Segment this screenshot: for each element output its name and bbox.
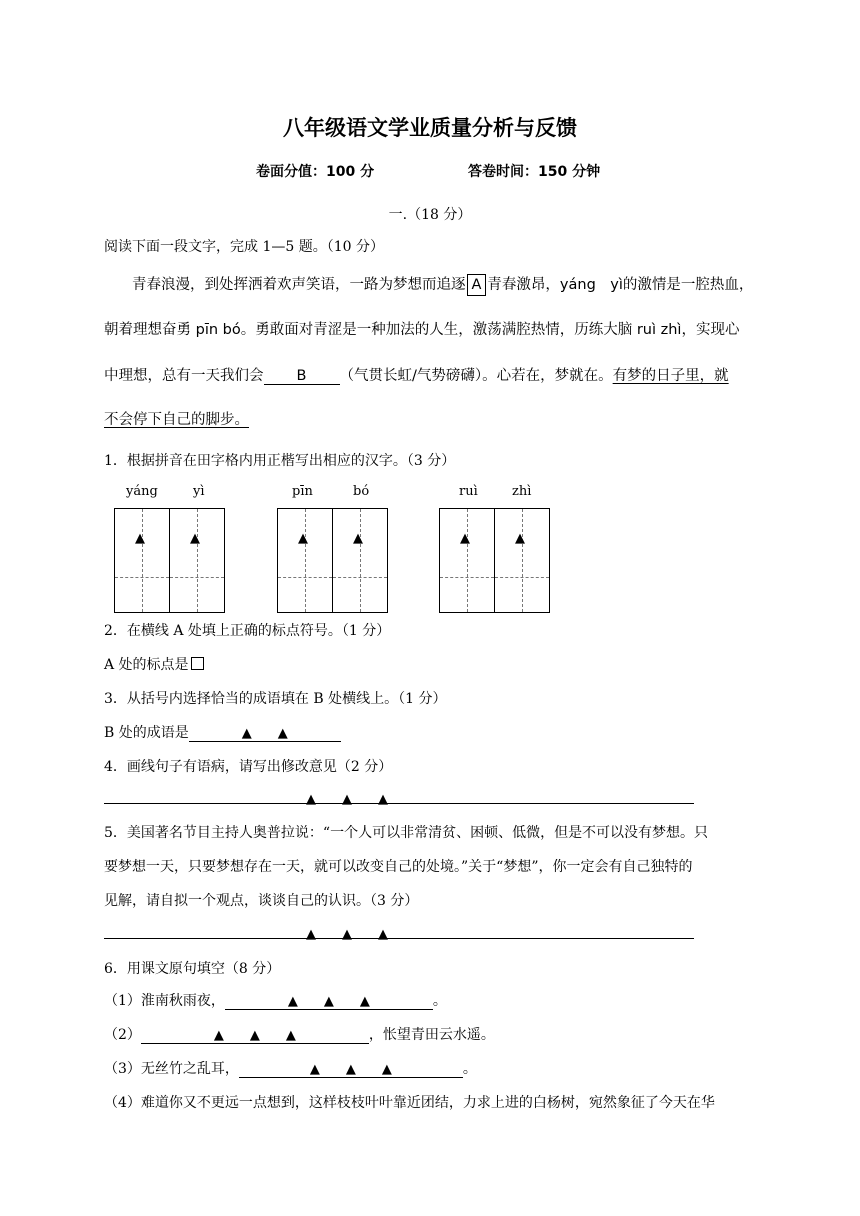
answer-box[interactable] <box>191 657 204 670</box>
answer-line[interactable]: ▲ ▲ ▲ <box>141 1024 369 1044</box>
writing-cell[interactable] <box>440 509 494 612</box>
answer-label: A 处的标点是 <box>104 657 189 673</box>
answer-line[interactable]: ▲ ▲ ▲ <box>225 990 433 1010</box>
question-5-line-2: 要梦想一天，只要梦想存在一天，就可以改变自己的处境。”关于“梦想”，你一定会有自己独特的 <box>104 859 693 875</box>
answer-line[interactable]: ▲ ▲ ▲ <box>239 1058 463 1078</box>
writing-cell[interactable] <box>494 509 549 612</box>
tianzige-grid <box>439 508 550 613</box>
answer-marker: ▲ ▲ ▲ <box>306 927 388 942</box>
time-info: 答卷时间：150 分钟 <box>468 164 601 180</box>
answer-marker: ▲ <box>190 531 200 546</box>
item-text: （1）淮南秋雨夜， <box>104 993 225 1009</box>
passage-text: 中理想，总有一天我们会 <box>104 368 264 384</box>
passage-text: 青春浪漫，到处挥洒着欢声笑语，一路为梦想而追逐 <box>132 277 466 293</box>
section-heading: 一.（18 分） <box>388 207 472 223</box>
passage-text: （气贯长虹/气势磅礴）。心若在，梦就在。 <box>339 368 613 384</box>
answer-marker: ▲ <box>515 531 525 546</box>
score-info: 卷面分值：100 分 <box>256 164 375 180</box>
item-text: （3）无丝竹之乱耳， <box>104 1061 239 1077</box>
answer-marker: ▲ ▲ ▲ <box>306 792 388 807</box>
answer-line[interactable]: ▲ ▲ <box>189 722 341 742</box>
writing-cell[interactable] <box>169 509 224 612</box>
question-4: 4．画线句子有语病，请写出修改意见（2 分） <box>104 759 393 775</box>
underlined-sentence-end: 不会停下自己的脚步。 <box>104 412 249 428</box>
writing-cell[interactable] <box>332 509 387 612</box>
answer-marker: ▲ <box>460 531 470 546</box>
pinyin-label: bó <box>353 484 370 499</box>
answer-line[interactable] <box>104 803 694 804</box>
passage-line-1 <box>132 274 753 296</box>
question-1: 1．根据拼音在田字格内用正楷写出相应的汉字。（3 分） <box>104 453 456 469</box>
question-5-line-3: 见解，请自拟一个观点，谈谈自己的认识。（3 分） <box>104 893 419 909</box>
underlined-sentence: 有梦的日子里，就 <box>612 368 729 384</box>
pinyin-label: ruì <box>459 484 478 499</box>
question-6-item-2 <box>104 1024 495 1044</box>
item-text: ，怅望青田云水遥。 <box>368 1027 495 1043</box>
pinyin-label: zhì <box>512 484 532 499</box>
answer-marker: ▲ <box>135 531 145 546</box>
blank-b: B <box>264 368 340 385</box>
page-title: 八年级语文学业质量分析与反馈 <box>283 116 577 140</box>
tianzige-grid <box>114 508 225 613</box>
question-5-line-1: 5．美国著名节目主持人奥普拉说：“一个人可以非常清贫、困顿、低微，但是不可以没有梦想。只 <box>104 825 709 841</box>
blank-a-box: A <box>467 274 487 296</box>
passage-line-3 <box>104 364 729 385</box>
question-2-answer <box>104 654 204 674</box>
question-3: 3．从括号内选择恰当的成语填在 B 处横线上。（1 分） <box>104 691 447 707</box>
item-text: 。 <box>462 1061 477 1077</box>
question-6-item-3 <box>104 1058 477 1078</box>
question-3-answer <box>104 722 341 742</box>
question-6-item-4: （4）难道你又不更远一点想到，这样枝枝叶叶靠近团结，力求上进的白杨树，宛然象征了今天在华 <box>104 1095 715 1111</box>
question-2: 2．在横线 A 处填上正确的标点符号。（1 分） <box>104 623 391 639</box>
answer-line[interactable] <box>104 938 694 939</box>
tianzige-grid <box>277 508 388 613</box>
answer-marker: ▲ <box>353 531 363 546</box>
question-6: 6．用课文原句填空（8 分） <box>104 961 281 977</box>
pinyin-label: yì <box>193 484 205 499</box>
question-6-item-1 <box>104 990 447 1010</box>
reading-intro: 阅读下面一段文字，完成 1—5 题。（10 分） <box>104 239 384 255</box>
item-text: （2） <box>104 1027 141 1043</box>
passage-text: 青春激昂，yáng yì的激情是一腔热血， <box>487 277 754 293</box>
answer-marker: ▲ <box>298 531 308 546</box>
writing-cell[interactable] <box>115 509 169 612</box>
pinyin-label: pīn <box>292 484 313 499</box>
writing-cell[interactable] <box>278 509 332 612</box>
passage-line-2: 朝着理想奋勇 pīn bó。勇敢面对青涩是一种加法的人生，激荡满腔热情，历练大脑 ruì zhì，实现心 <box>104 322 740 338</box>
item-text: 。 <box>432 993 447 1009</box>
answer-label: B 处的成语是 <box>104 725 189 741</box>
pinyin-label: yáng <box>126 484 158 499</box>
